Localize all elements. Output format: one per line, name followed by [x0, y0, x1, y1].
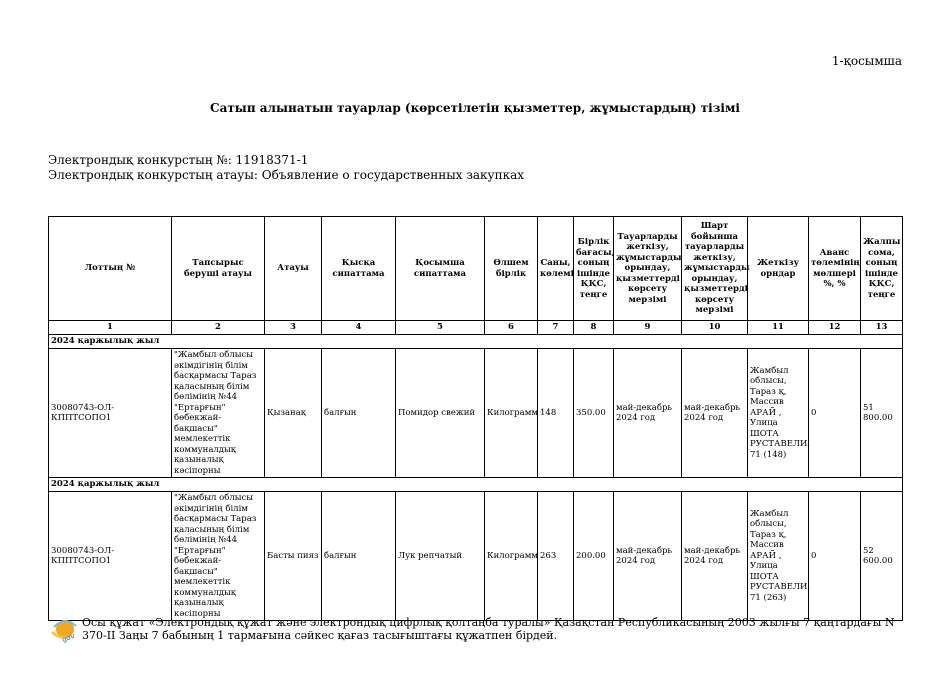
lot-number-cell: 30080743-ОЛ-КППТСОПО1 — [49, 349, 172, 478]
total-cell: 51 800.00 — [861, 349, 903, 478]
header-cell: Тауарларды жеткізу, жұмыстарды орындау, қызметтерді көрсету мерзімі — [614, 217, 682, 321]
fiscal-year-row — [49, 335, 903, 349]
customer-cell: "Жамбыл облысы әкімдігінің білім басқармасы Тараз қаласының білім бөлімінің №44 "Ертарғын" бөбекжай-бақшасы" мемлекеттік коммуналдық қазыналық кәсіпорны — [172, 349, 265, 478]
delivery-term-cell: май-декабрь 2024 год — [614, 492, 682, 621]
column-number-row — [49, 321, 903, 335]
column-number: 11 — [748, 321, 809, 335]
table-row — [49, 349, 903, 478]
header-cell: Саны, көлемі — [538, 217, 574, 321]
column-number: 1 — [49, 321, 172, 335]
delivery-place-cell: Жамбыл облысы, Тараз қ, Массив АРАЙ , Улица ШОТА РУСТАВЕЛИ, 71 (263) — [748, 492, 809, 621]
fiscal-year-row — [49, 478, 903, 492]
document-title: Сатып алынатын тауарлар (көрсетілетін қызметтер, жұмыстардың) тізімі — [210, 101, 740, 115]
column-number: 7 — [538, 321, 574, 335]
item-name-cell: Қызанақ — [265, 349, 322, 478]
header-cell: Аванс төлемінің мөлшері %, % — [809, 217, 861, 321]
appendix-label: 1-қосымша — [831, 54, 902, 68]
delivery-place-cell: Жамбыл облысы, Тараз қ, Массив АРАЙ , Улица ШОТА РУСТАВЕЛИ, 71 (148) — [748, 349, 809, 478]
unit-price-cell: 350.00 — [574, 349, 614, 478]
tender-number: Электрондық конкурстың №: 11918371-1 — [48, 153, 309, 167]
delivery-term-cell: май-декабрь 2024 год — [614, 349, 682, 478]
extra-description-cell: Лук репчатый — [396, 492, 485, 621]
lots-table — [48, 216, 903, 621]
total-cell: 52 600.00 — [861, 492, 903, 621]
svg-text:gov: gov — [60, 631, 76, 644]
header-cell: Шарт бойынша тауарларды жеткізу, жұмыстарды орындау, қызметтерді көрсету мерзімі — [682, 217, 748, 321]
customer-cell: "Жамбыл облысы әкімдігінің білім басқармасы Тараз қаласының білім бөлімінің №44 "Ертарғын" бөбекжай-бақшасы" мемлекеттік коммуналдық қазыналық кәсіпорны — [172, 492, 265, 621]
column-number: 3 — [265, 321, 322, 335]
header-cell: Жеткізу орндар — [748, 217, 809, 321]
column-number: 10 — [682, 321, 748, 335]
header-cell: Бірлік бағасы, соның ішінде ҚҚС, теңге — [574, 217, 614, 321]
fiscal-year-label: 2024 қаржылық жыл — [49, 478, 903, 492]
header-row — [49, 217, 903, 321]
contract-term-cell: май-декабрь 2024 год — [682, 349, 748, 478]
lot-number-cell: 30080743-ОЛ-КППТСОПО1 — [49, 492, 172, 621]
advance-cell: 0 — [809, 492, 861, 621]
header-cell: Өлшем бірлік — [485, 217, 538, 321]
column-number: 4 — [322, 321, 396, 335]
extra-description-cell: Помидор свежий — [396, 349, 485, 478]
quantity-cell: 263 — [538, 492, 574, 621]
column-number: 5 — [396, 321, 485, 335]
column-number: 6 — [485, 321, 538, 335]
column-number: 9 — [614, 321, 682, 335]
column-number: 2 — [172, 321, 265, 335]
item-name-cell: Басты пияз — [265, 492, 322, 621]
header-cell: Тапсырыс беруші атауы — [172, 217, 265, 321]
column-number: 8 — [574, 321, 614, 335]
legal-footer-text: Осы құжат «Электрондық құжат және электрондық цифрлық қолтаңба туралы» Қазақстан Республикасының 2003 жылғы 7 қаңтардағы N 370-II Заңы 7 бабының 1 тармағына сәйкес қағаз тасығыштағы құжатпен бірдей. — [82, 616, 895, 642]
unit-price-cell: 200.00 — [574, 492, 614, 621]
header-cell: Жалпы сома, соның ішінде ҚҚС, теңге — [861, 217, 903, 321]
header-cell: Атауы — [265, 217, 322, 321]
egov-logo-icon — [50, 618, 78, 644]
fiscal-year-label: 2024 қаржылық жыл — [49, 335, 903, 349]
legal-footer — [48, 616, 902, 642]
table-row — [49, 492, 903, 621]
header-cell: Лоттың № — [49, 217, 172, 321]
column-number: 13 — [861, 321, 903, 335]
quantity-cell: 148 — [538, 349, 574, 478]
contract-term-cell: май-декабрь 2024 год — [682, 492, 748, 621]
short-description-cell: балғын — [322, 349, 396, 478]
column-number: 12 — [809, 321, 861, 335]
header-cell: Қосымша сипаттама — [396, 217, 485, 321]
short-description-cell: балғын — [322, 492, 396, 621]
header-cell: Қысқа сипаттама — [322, 217, 396, 321]
tender-name: Электрондық конкурстың атауы: Объявление о государственных закупках — [48, 168, 525, 182]
unit-cell: Килограмм — [485, 492, 538, 621]
advance-cell: 0 — [809, 349, 861, 478]
unit-cell: Килограмм — [485, 349, 538, 478]
